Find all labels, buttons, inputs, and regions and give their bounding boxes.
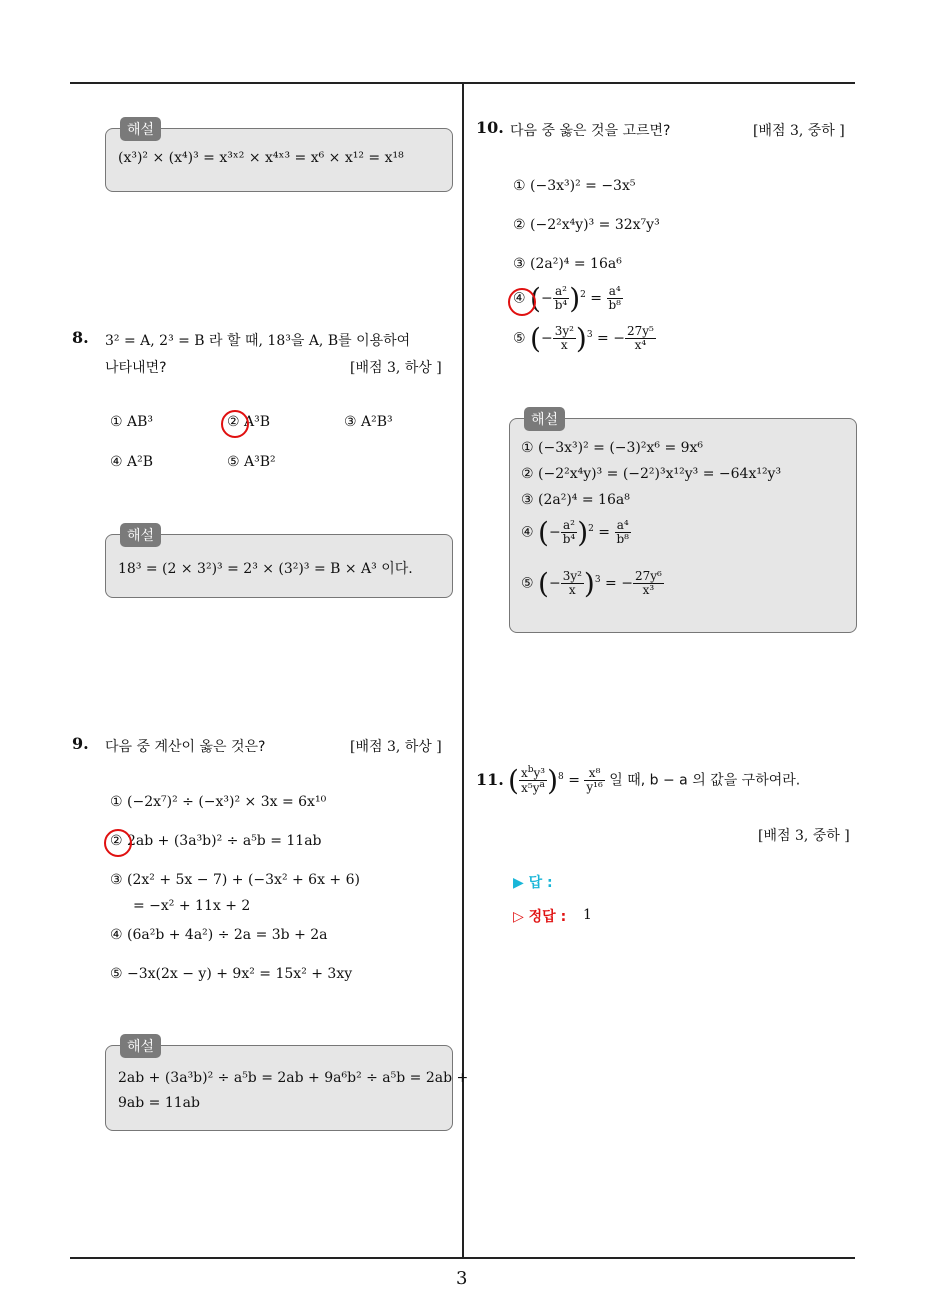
- q9-solution-tag: 해설: [120, 1034, 161, 1058]
- q9-option-3[interactable]: ③ (2x² + 5x − 7) + (−3x² + 6x + 6): [110, 872, 360, 888]
- q10-solution-tag: 해설: [524, 407, 565, 431]
- q9-option-3-cont: = −x² + 11x + 2: [133, 898, 251, 914]
- q10-option-1[interactable]: ① (−3x³)² = −3x⁵: [513, 178, 636, 194]
- q11-score: [배점 3, 중하 ]: [758, 828, 850, 844]
- q8-option-4[interactable]: ④ A²B: [110, 454, 154, 470]
- q11-correct-value: 1: [583, 907, 592, 923]
- q8-option-2[interactable]: ② A³B: [227, 414, 271, 430]
- q9-correct-mark: [104, 829, 132, 857]
- q8-stem-line2: 나타내면?: [105, 360, 167, 376]
- q11-stem-tail: 일 때, b − a 의 값을 구하여라.: [609, 772, 801, 789]
- q9-option-5[interactable]: ⑤ −3x(2x − y) + 9x² = 15x² + 3xy: [110, 966, 353, 982]
- q9-score: [배점 3, 하상 ]: [350, 739, 442, 755]
- bottom-rule: [70, 1257, 855, 1259]
- q10-solution-3: ③ (2a²)⁴ = 16a⁸: [521, 492, 630, 508]
- q10-solution-5: ⑤ (− $\frac{\text{3y²}}{x}$ )$^3$ = − $\frac{\text{27y⁶}}{\text{x³}}$: [521, 567, 662, 600]
- q10-option-3[interactable]: ③ (2a²)⁴ = 16a⁶: [513, 256, 622, 272]
- q10-option-4-num: ④: [513, 290, 526, 307]
- q11-answer-label[interactable]: ▶ 답 :: [513, 875, 553, 891]
- q7-solution-tag: 해설: [120, 117, 161, 141]
- q10-option-4[interactable]: ④ (− $\frac{\text{a²}}{\text{b⁴}}$ )$^2$ = $\frac{\text{a⁴}}{\text{b⁸}}$: [513, 282, 621, 315]
- q8-option-3[interactable]: ③ A²B³: [344, 414, 393, 430]
- q9-option-1[interactable]: ① (−2x⁷)² ÷ (−x³)² × 3x = 6x¹⁰: [110, 794, 327, 810]
- q8-option-1[interactable]: ① AB³: [110, 414, 154, 430]
- q8-correct-mark: [221, 410, 249, 438]
- q10-option-2[interactable]: ② (−2²x⁴y)³ = 32x⁷y³: [513, 217, 660, 233]
- q10-option-5-num: ⑤: [513, 330, 526, 347]
- q9-solution-line1: 2ab + (3a³b)² ÷ a⁵b = 2ab + 9a⁶b² ÷ a⁵b = 2ab +: [118, 1070, 469, 1086]
- q10-option-5[interactable]: ⑤ (− $\frac{\text{3y²}}{x}$ )$^3$ = − $\frac{\text{27y⁵}}{\text{x⁴}}$: [513, 322, 654, 355]
- q9-solution-line2: 9ab = 11ab: [118, 1095, 200, 1111]
- q10-number: 10.: [476, 118, 504, 137]
- q9-option-2[interactable]: ② 2ab + (3a³b)² ÷ a⁵b = 11ab: [110, 833, 322, 849]
- q7-solution-text: (x³)² × (x⁴)³ = x³ˣ² × x⁴ˣ³ = x⁶ × x¹² = x¹⁸: [118, 150, 404, 166]
- q10-stem: 다음 중 옳은 것을 고르면?: [510, 123, 671, 139]
- q10-score: [배점 3, 중하 ]: [753, 123, 845, 139]
- q9-option-4[interactable]: ④ (6a²b + 4a²) ÷ 2a = 3b + 2a: [110, 927, 328, 943]
- q10-correct-mark: [508, 288, 536, 316]
- q8-solution-tag: 해설: [120, 523, 161, 547]
- q11-stem: ( $\frac{x^by^3}{x^5y^a}$ )$^8$ = $\frac{\text{x⁸}}{\text{y¹⁶}}$ 일 때, b − a 의 값을 구하여라.: [508, 764, 801, 797]
- q11-correct-label: ▷ 정답 :: [513, 909, 567, 925]
- q8-option-5[interactable]: ⑤ A³B²: [227, 454, 276, 470]
- page-number: 3: [456, 1268, 468, 1289]
- q8-stem-line1: 3² = A, 2³ = B 라 할 때, 18³을 A, B를 이용하여: [105, 333, 411, 349]
- q10-solution-1: ① (−3x³)² = (−3)²x⁶ = 9x⁶: [521, 440, 704, 456]
- q8-score: [배점 3, 하상 ]: [350, 360, 442, 376]
- q9-solution-box: [105, 1045, 453, 1131]
- q9-number: 9.: [72, 734, 89, 753]
- q8-solution-text: 18³ = (2 × 3²)³ = 2³ × (3²)³ = B × A³ 이다.: [118, 561, 413, 577]
- q8-number: 8.: [72, 328, 89, 347]
- q10-solution-2: ② (−2²x⁴y)³ = (−2²)³x¹²y³ = −64x¹²y³: [521, 466, 782, 482]
- q9-stem: 다음 중 계산이 옳은 것은?: [105, 739, 266, 755]
- q10-solution-4: ④ (− $\frac{\text{a²}}{\text{b⁴}}$ )$^2$ = $\frac{\text{a⁴}}{\text{b⁸}}$: [521, 516, 629, 549]
- q11-number: 11.: [476, 770, 504, 789]
